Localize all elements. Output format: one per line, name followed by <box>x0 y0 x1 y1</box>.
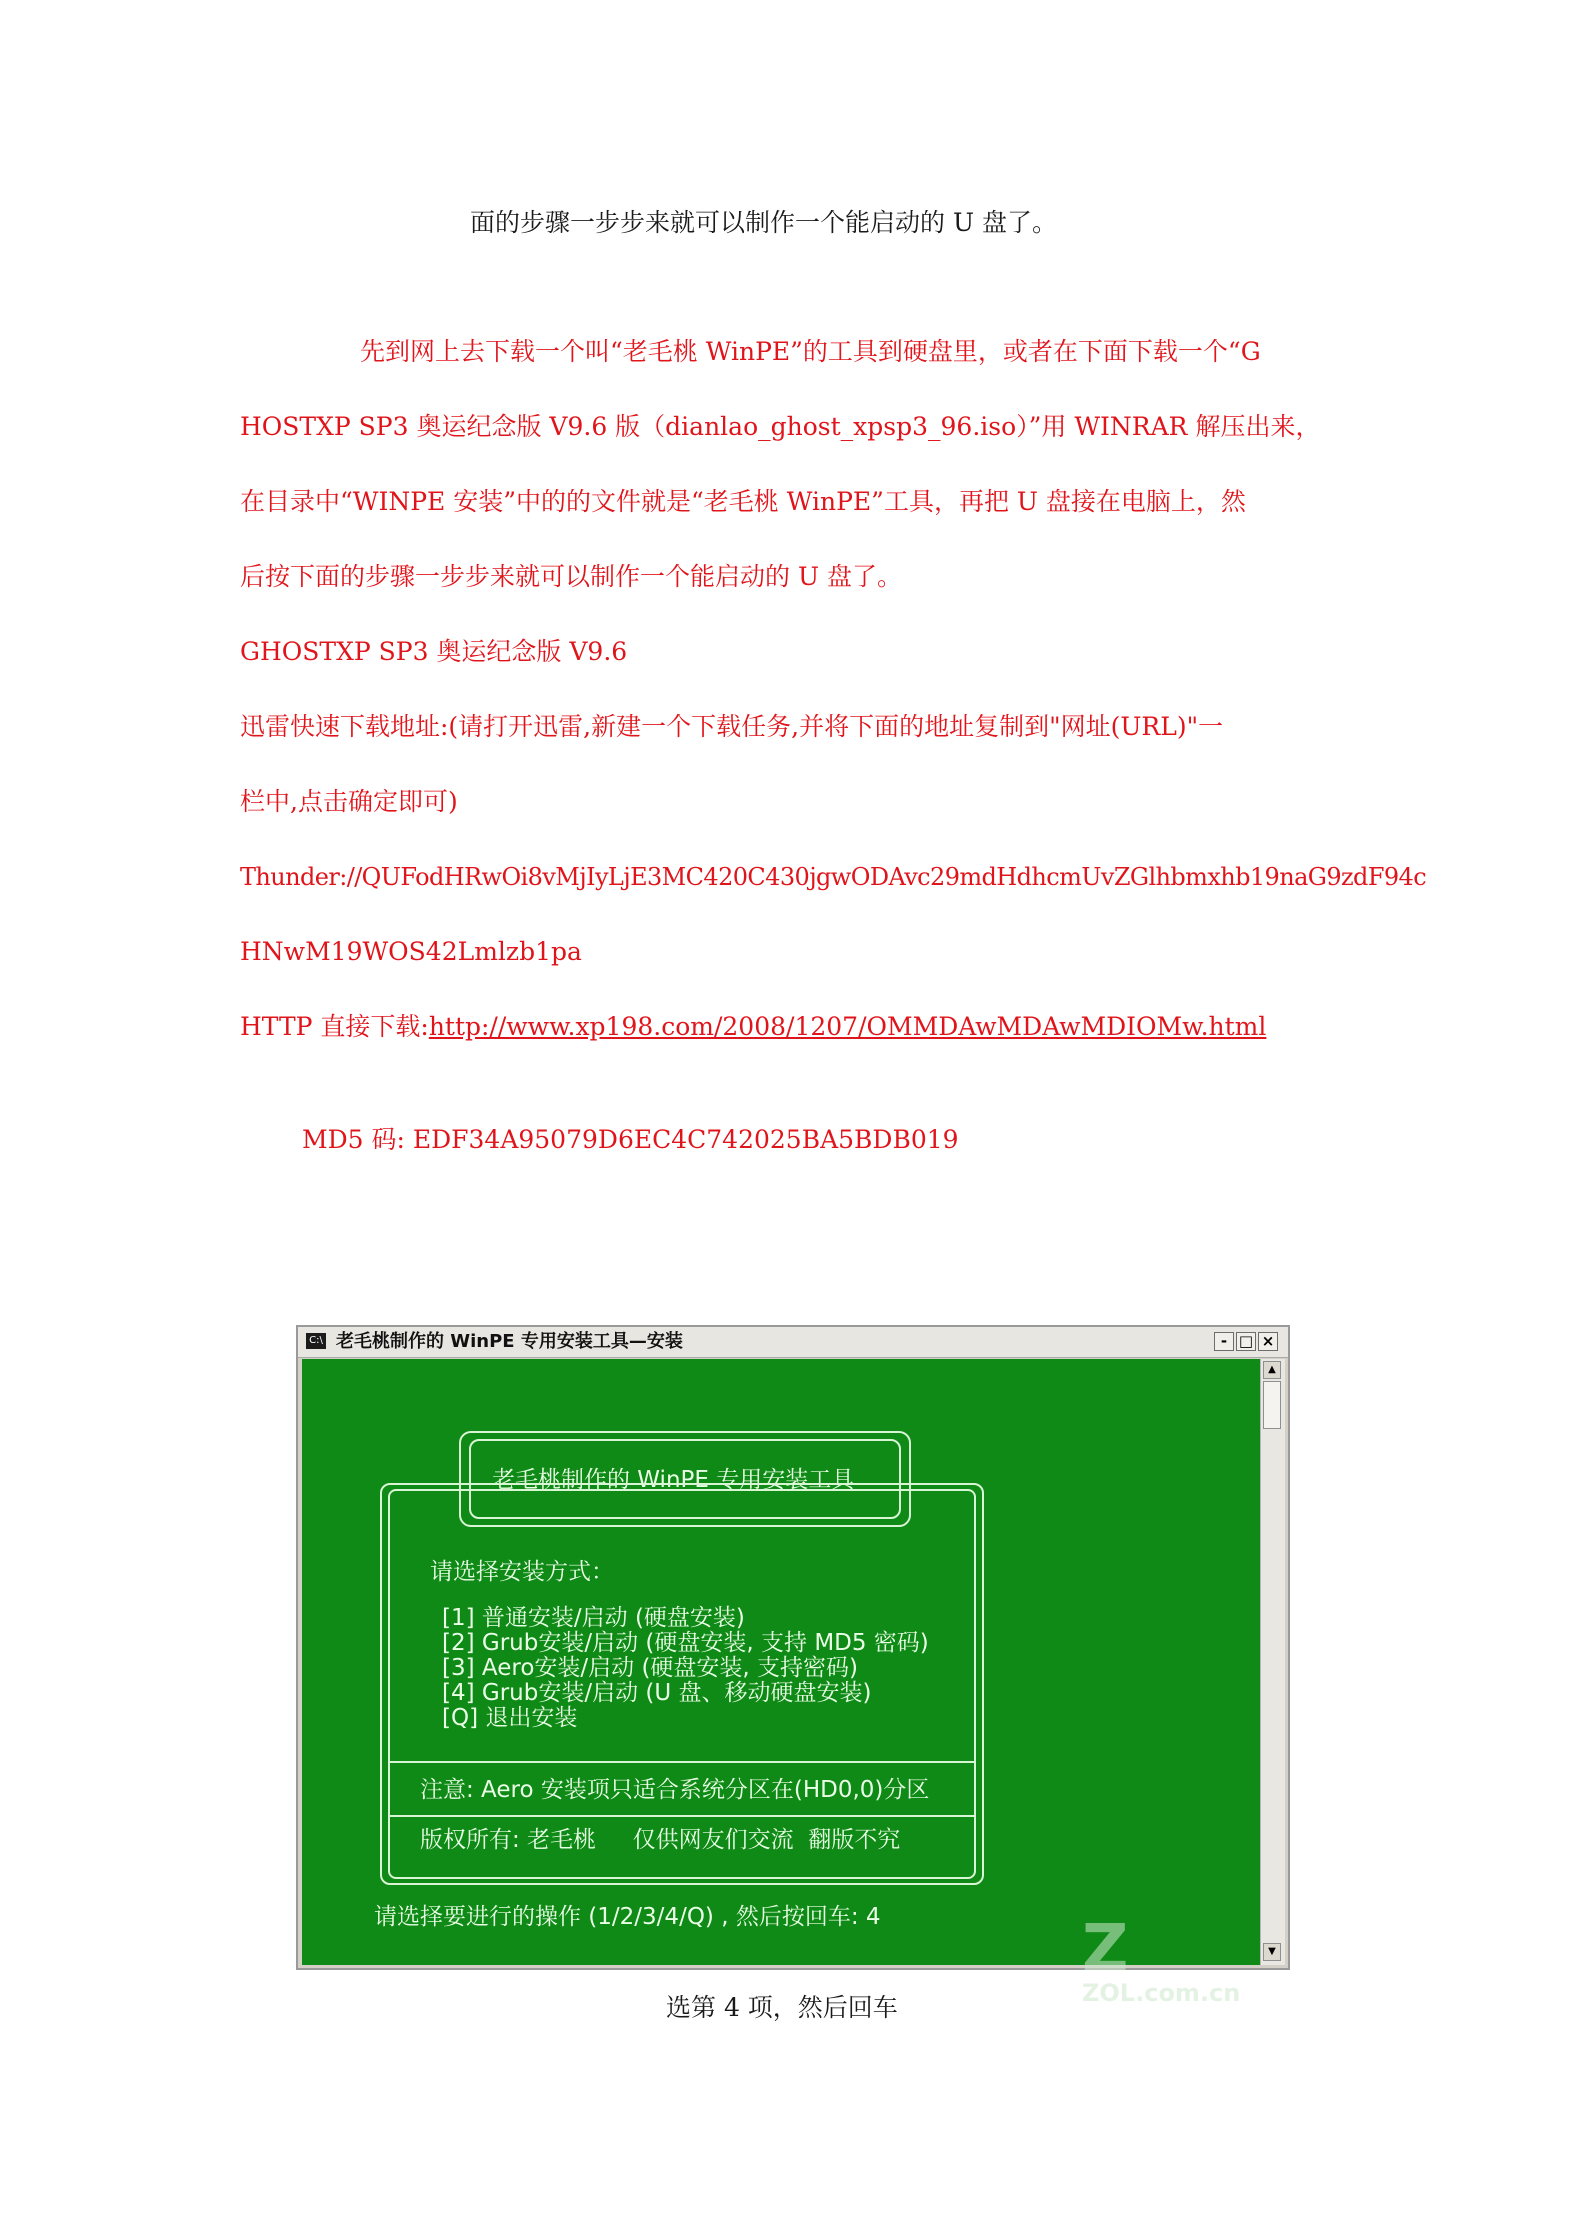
divider-2 <box>388 1815 976 1817</box>
watermark-text: ZOL.com.cn <box>1082 1979 1241 2007</box>
text-line-7: 迅雷快速下载地址:(请打开迅雷,新建一个下载任务,并将下面的地址复制到"网址(URL)"一 <box>240 712 1224 741</box>
zol-logo-icon: Z <box>1082 1912 1129 1986</box>
scroll-thumb[interactable] <box>1263 1381 1281 1429</box>
option-3[interactable]: [3] Aero安装/启动 (硬盘安装, 支持密码) <box>442 1655 859 1681</box>
copyright-text: 版权所有: 老毛桃 仅供网友们交流 翻版不究 <box>420 1827 901 1853</box>
text-line-2: 先到网上去下载一个叫“老毛桃 WinPE”的工具到硬盘里，或者在下面下载一个“G <box>360 337 1261 366</box>
zol-watermark <box>1082 1912 1260 2007</box>
triangle-down-icon[interactable]: ▼ <box>1263 1943 1281 1961</box>
text-line-3: HOSTXP SP3 奥运纪念版 V9.6 版（dianlao_ghost_xpsp3_96.iso）”用 WINRAR 解压出来， <box>240 412 1321 441</box>
window-title: 老毛桃制作的 WinPE 专用安装工具—安装 <box>336 1331 683 1352</box>
note-text: 注意: Aero 安装项只适合系统分区在(HD0,0)分区 <box>420 1777 930 1803</box>
text-line-8: 栏中,点击确定即可) <box>240 787 458 816</box>
install-prompt: 请选择安装方式： <box>430 1559 614 1585</box>
option-2[interactable]: [2] Grub安装/启动 (硬盘安装, 支持 MD5 密码) <box>442 1630 929 1656</box>
input-prompt[interactable]: 请选择要进行的操作 (1/2/3/4/Q) , 然后按回车: 4 <box>374 1904 881 1930</box>
md5-line: MD5 码: EDF34A95079D6EC4C742025BA5BDB019 <box>302 1125 959 1154</box>
http-download-link[interactable]: http://www.xp198.com/2008/1207/OMMDAwMDAwMDIOMw.html <box>428 1012 1267 1041</box>
minimize-button[interactable]: - <box>1214 1332 1234 1351</box>
text-line-1: 面的步骤一步步来就可以制作一个能启动的 U 盘了。 <box>470 208 1057 237</box>
option-4[interactable]: [4] Grub安装/启动 (U 盘、移动硬盘安装) <box>442 1680 872 1706</box>
header-title: 老毛桃制作的 WinPE 专用安装工具 <box>492 1467 855 1493</box>
option-1[interactable]: [1] 普通安装/启动 (硬盘安装) <box>442 1605 745 1631</box>
thunder-link-line-2[interactable]: HNwM19WOS42Lmlzb1pa <box>240 937 582 966</box>
text-line-5: 后按下面的步骤一步步来就可以制作一个能启动的 U 盘了。 <box>240 562 902 591</box>
http-download-label: HTTP 直接下载: <box>240 1012 429 1041</box>
text-line-4: 在目录中“WINPE 安装”中的的文件就是“老毛桃 WinPE”工具，再把 U 盘接在电脑上，然 <box>240 487 1246 516</box>
triangle-up-icon[interactable]: ▲ <box>1263 1361 1281 1379</box>
title-bar <box>298 1327 1288 1358</box>
option-quit[interactable]: [Q] 退出安装 <box>442 1705 578 1731</box>
installer-window-screenshot <box>296 1325 1290 2007</box>
maximize-button[interactable]: □ <box>1236 1332 1256 1351</box>
vertical-scrollbar[interactable] <box>1260 1359 1285 1965</box>
http-download-line <box>240 1012 1266 1042</box>
divider-1 <box>388 1761 976 1763</box>
console-icon: C:\ <box>306 1333 326 1349</box>
close-button[interactable]: × <box>1258 1332 1278 1351</box>
figure-caption: 选第 4 项，然后回车 <box>666 1993 898 2022</box>
text-line-6: GHOSTXP SP3 奥运纪念版 V9.6 <box>240 637 628 666</box>
thunder-link-line-1[interactable]: Thunder://QUFodHRwOi8vMjIyLjE3MC420C430jgwODAvc29mdHdhcmUvZGlhbmxhb19naG9zdF94c <box>240 863 1427 891</box>
console-area <box>302 1359 1260 2007</box>
